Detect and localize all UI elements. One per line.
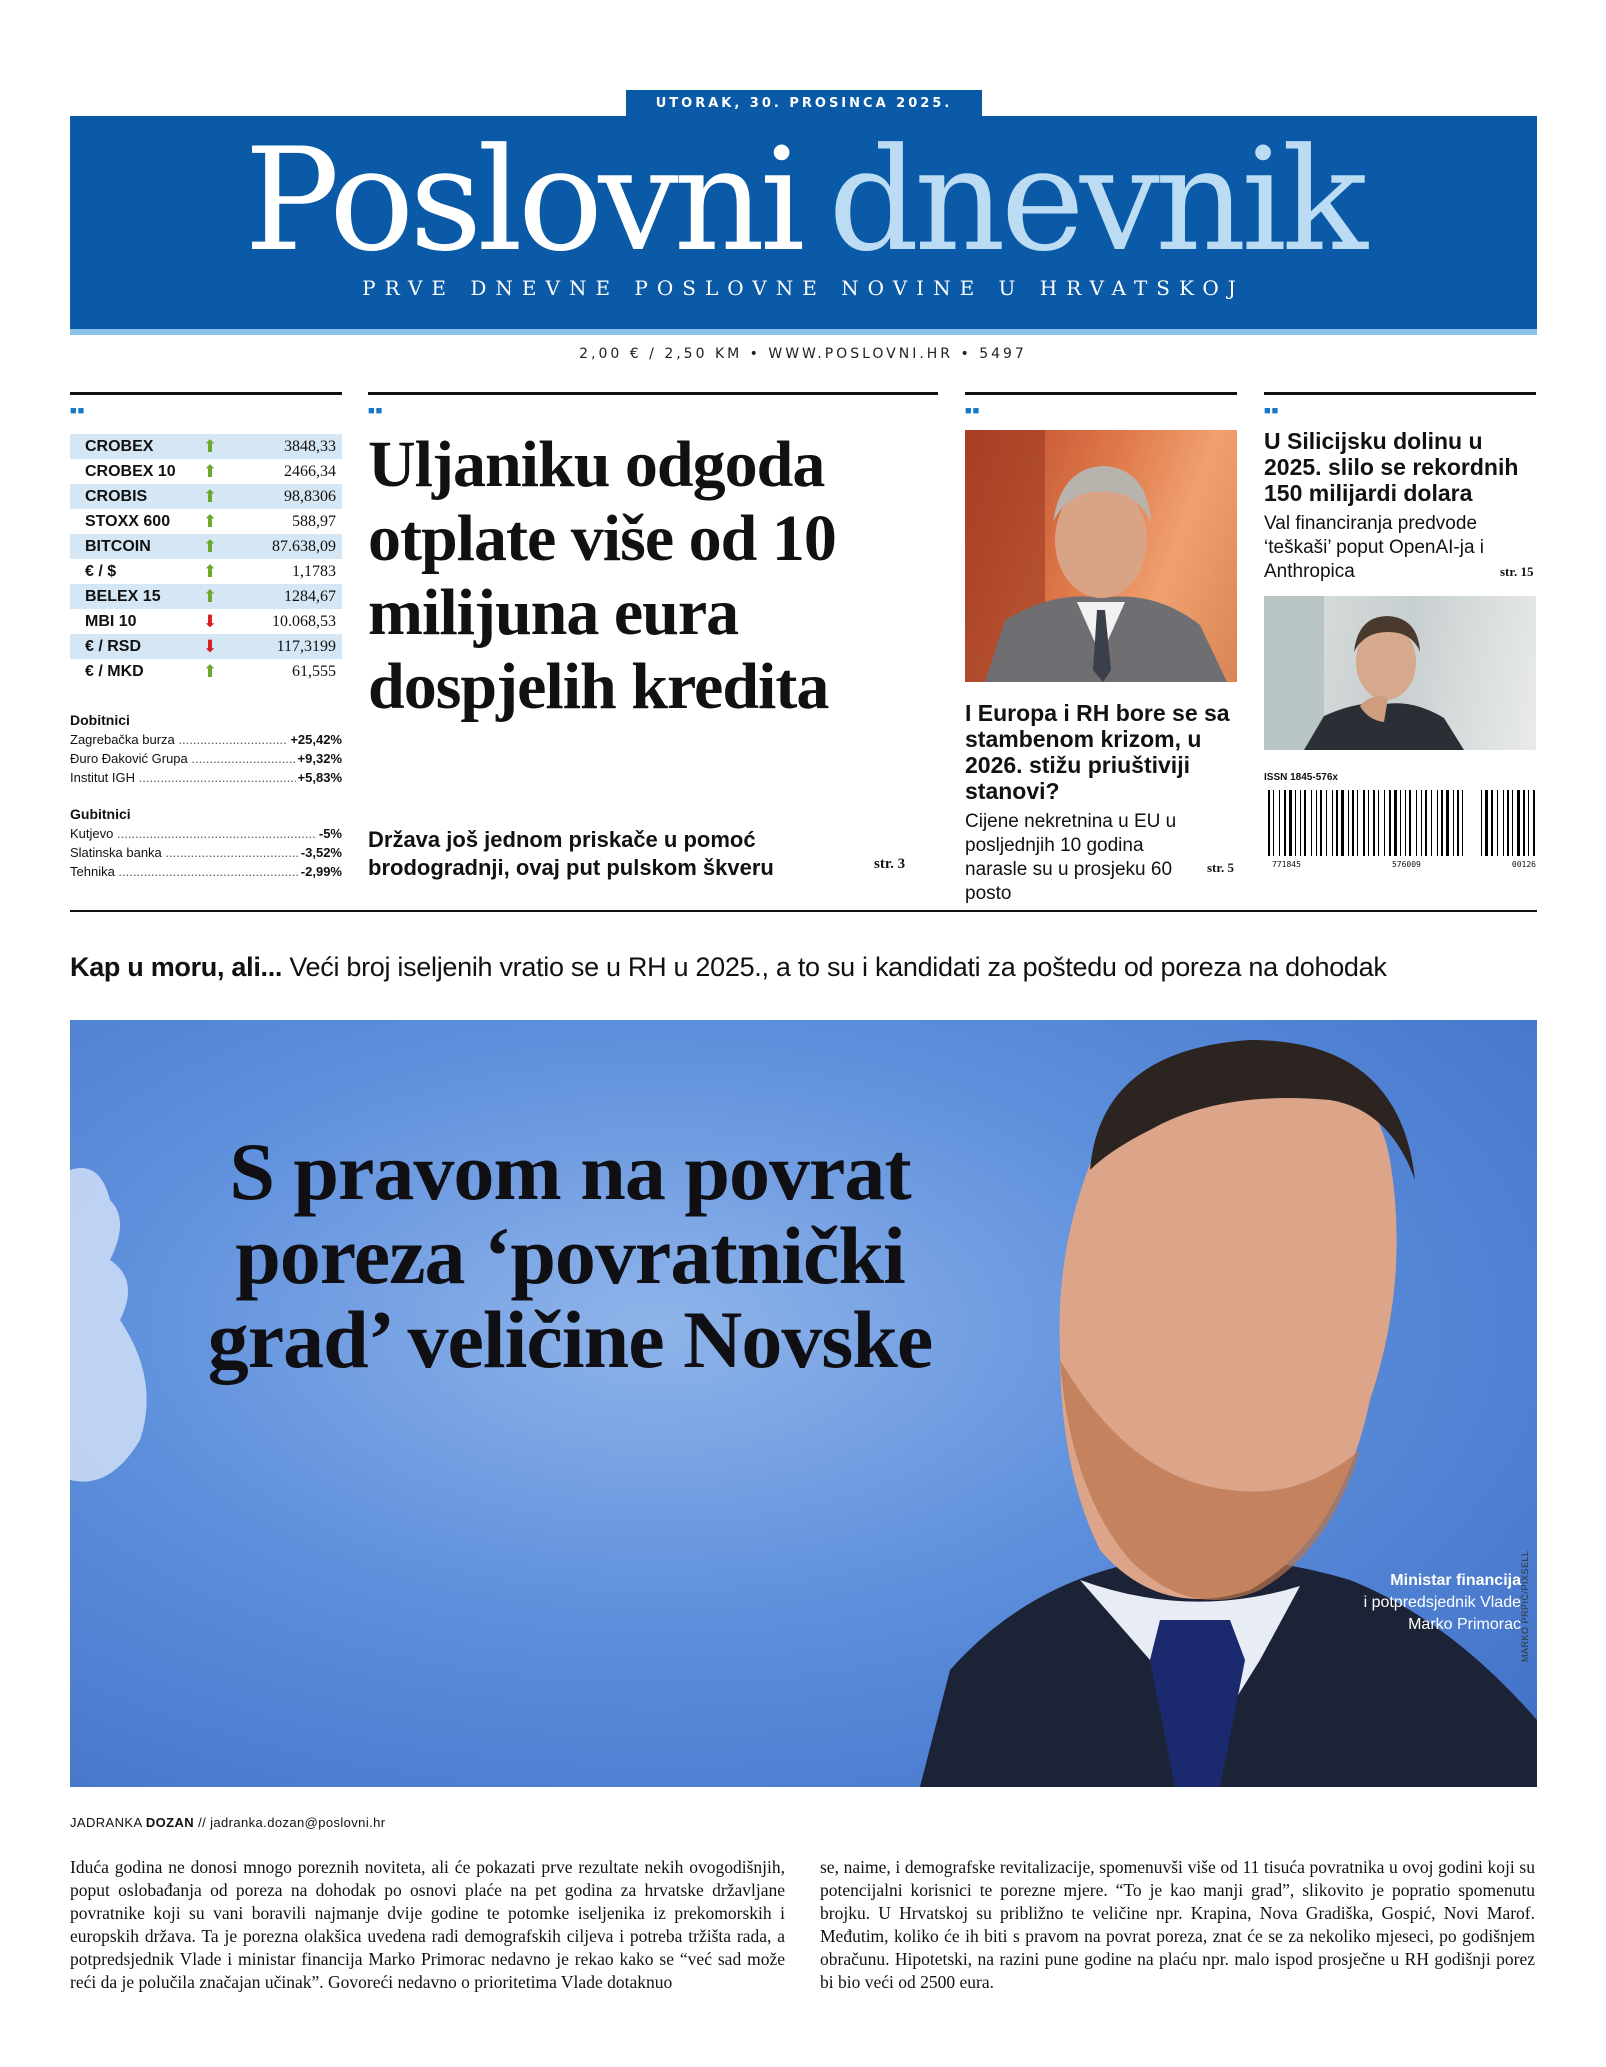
- teaser-bold: Kap u moru, ali...: [70, 952, 283, 982]
- market-name: € / $: [85, 562, 117, 580]
- market-row: [70, 534, 342, 559]
- story-photo-young-man[interactable]: [1264, 596, 1536, 750]
- masthead-strip: [70, 329, 1537, 335]
- photo-credit: MARKO PRPIĆ/PIXSELL: [1520, 1550, 1530, 1662]
- barcode-digits: [1272, 860, 1536, 869]
- market-row: [70, 659, 342, 684]
- tagline: PRVE DNEVNE POSLOVNE NOVINE U HRVATSKOJ: [362, 276, 1245, 300]
- market-row: [70, 434, 342, 459]
- barcode: [1264, 790, 1536, 868]
- story2-text: Cijene nekretnina u EU u posljednjih 10 godina narasle su u prosjeku 60 posto: [965, 811, 1177, 904]
- market-name: BITCOIN: [85, 537, 151, 555]
- barcode-digit-group: 576009: [1391, 860, 1421, 869]
- price-line: 2,00 € / 2,50 KM • WWW.POSLOVNI.HR • 5497: [579, 346, 1027, 362]
- market-value: 1,1783: [292, 562, 336, 580]
- market-value: 3848,33: [284, 437, 336, 455]
- market-value: 117,3199: [276, 637, 336, 655]
- gainers-list: [70, 712, 342, 787]
- market-row: [70, 559, 342, 584]
- market-name: CROBEX 10: [85, 462, 176, 480]
- issn: ISSN 1845-576x: [1264, 772, 1338, 783]
- market-value: 98,8306: [284, 487, 336, 505]
- arrow-up-icon: ⬆: [202, 486, 218, 506]
- list-item: Tehnika ..... -2,99%: [70, 862, 342, 881]
- column-rule: [70, 392, 342, 395]
- byline-email: // jadranka.dozan@poslovni.hr: [194, 1815, 386, 1830]
- arrow-up-icon: ⬆: [202, 536, 218, 556]
- caption-line: Ministar financija: [1390, 1572, 1521, 1589]
- market-table: [70, 434, 342, 684]
- body-column-2: se, naime, i demografske revitalizacije, spomenuvši više od 11 tisuća povratnika u ovoj godini koji su potencijalni korisnici te porezne mjere. “To je kao manji grad”, slikovito je popratio spomenutu brojku. U Hrvatskoj su približno te veličine npr. Krapina, Nova Gradiška, Gospić, Novi Marof. Međutim, koliko će ih biti s pravom na povrat poreza, znat će se za nekoliko mjeseci, po godišnjem obračunu. Hipotetski, na razini pune godine na plaću npr. malo ispod prosječne u RH godišnji porez bi bio veći od 2500 eura.: [820, 1857, 1535, 1992]
- teaser-text: Veći broj iseljenih vratio se u RH u 2025., a to su i kandidati za poštedu od poreza na dohodak: [282, 952, 1387, 982]
- story2-page-ref[interactable]: str. 5: [1207, 860, 1234, 875]
- barcode-digit-group: 771845: [1272, 860, 1301, 869]
- market-value: 10.068,53: [272, 612, 336, 630]
- section-divider: [70, 910, 1537, 912]
- teaser-line[interactable]: [70, 952, 1387, 983]
- list-item: Institut IGH ..... +5,83%: [70, 768, 342, 787]
- arrow-up-icon: ⬆: [202, 461, 218, 481]
- market-name: STOXX 600: [85, 512, 171, 530]
- arrow-down-icon: ⬇: [202, 636, 218, 656]
- market-row: [70, 634, 342, 659]
- arrow-up-icon: ⬆: [202, 661, 218, 681]
- market-value: 87.638,09: [272, 537, 336, 555]
- section-marker-icon: ■■: [368, 405, 384, 417]
- title-word-dnevnik: dnevnik: [828, 118, 1363, 283]
- lead-subhead: Država još jednom priskače u pomoć brodogradnji, ovaj put pulskom škveru: [368, 827, 774, 880]
- market-name: MBI 10: [85, 612, 137, 630]
- column-rule: [965, 392, 1237, 395]
- caption-line: Marko Primorac: [1408, 1616, 1521, 1633]
- lead-headline[interactable]: Uljaniku odgoda otplate više od 10 milijuna eura dospjelih kredita: [368, 428, 836, 723]
- section-marker-icon: ■■: [70, 405, 86, 417]
- byline: [70, 1815, 385, 1830]
- column-rule: [1264, 392, 1536, 395]
- arrow-down-icon: ⬇: [202, 611, 218, 631]
- barcode-digit-group: 00126: [1511, 860, 1536, 869]
- story3-page-ref[interactable]: str. 15: [1500, 564, 1534, 579]
- market-row: [70, 609, 342, 634]
- list-item: Slatinska banka ..... -3,52%: [70, 843, 342, 862]
- market-name: BELEX 15: [85, 587, 161, 605]
- list-item: Kutjevo ..... -5%: [70, 824, 342, 843]
- market-name: € / MKD: [85, 662, 144, 680]
- market-name: CROBEX: [85, 437, 154, 455]
- byline-last: DOZAN: [145, 1815, 195, 1830]
- list-item: Zagrebačka burza ..... +25,42%: [70, 730, 342, 749]
- caption-line: i potpredsjednik Vlade: [1363, 1594, 1521, 1611]
- story3-headline[interactable]: U Silicijsku dolinu u 2025. slilo se rekordnih 150 milijardi dolara: [1264, 428, 1519, 506]
- issue-date: UTORAK, 30. PROSINCA 2025.: [626, 90, 982, 118]
- arrow-up-icon: ⬆: [202, 511, 218, 531]
- section-marker-icon: ■■: [965, 405, 981, 417]
- arrow-up-icon: ⬆: [202, 561, 218, 581]
- arrow-up-icon: ⬆: [202, 436, 218, 456]
- hero-caption: [1364, 1570, 1521, 1636]
- market-value: 61,555: [292, 662, 336, 680]
- story2-headline[interactable]: I Europa i RH bore se sa stambenom krizom, u 2026. stižu priuštiviji stanovi?: [965, 700, 1230, 804]
- market-value: 1284,67: [284, 587, 336, 605]
- story-photo-man[interactable]: [965, 430, 1237, 682]
- arrow-up-icon: ⬆: [202, 586, 218, 606]
- story3-text: Val financiranja predvode ‘teškaši’ poput OpenAI-ja i Anthropica: [1264, 513, 1485, 582]
- title-word-poslovni: Poslovni: [244, 118, 801, 283]
- market-row: [70, 459, 342, 484]
- byline-first: JADRANKA: [70, 1815, 146, 1830]
- losers-list: [70, 806, 342, 881]
- hero-headline[interactable]: S pravom na povrat poreza ‘povratnički grad’ veličine Novske: [207, 1126, 933, 1385]
- market-value: 2466,34: [284, 462, 336, 480]
- newspaper-title[interactable]: [70, 116, 1537, 286]
- masthead: [70, 116, 1537, 329]
- market-name: € / RSD: [85, 637, 142, 655]
- lead-page-ref[interactable]: str. 3: [874, 856, 906, 872]
- gainers-title: Dobitnici: [70, 712, 130, 728]
- market-row: [70, 509, 342, 534]
- hero-image[interactable]: [70, 1020, 1537, 1787]
- list-item: Đuro Đaković Grupa ..... +9,32%: [70, 749, 342, 768]
- market-name: CROBIS: [85, 487, 148, 505]
- section-marker-icon: ■■: [1264, 405, 1280, 417]
- body-column-1: Iduća godina ne donosi mnogo poreznih noviteta, ali će pokazati prve rezultate nekih ovogodišnjih, poput oslobađanja od poreza na dohodak po osnovi plaće na pet godina za hrvatske državljane povratnike koji su vani boravili najmanje dvije godine te potomke iseljenika iz prekomorskih i europskih država. Ta je porezna olakšica uvedena radi demografskih ciljeva i potreba tržišta rada, a potpredsjednik Vlade i ministar financija Marko Primorac nedavno je rekao kako se “već sad može reći da je polučila značajan učinak”. Govoreći nedavno o prioritetima Vlade dotaknuo: [70, 1857, 785, 1992]
- column-rule: [368, 392, 938, 395]
- market-value: 588,97: [292, 512, 336, 530]
- market-row: [70, 584, 342, 609]
- market-row: [70, 484, 342, 509]
- losers-title: Gubitnici: [70, 806, 131, 822]
